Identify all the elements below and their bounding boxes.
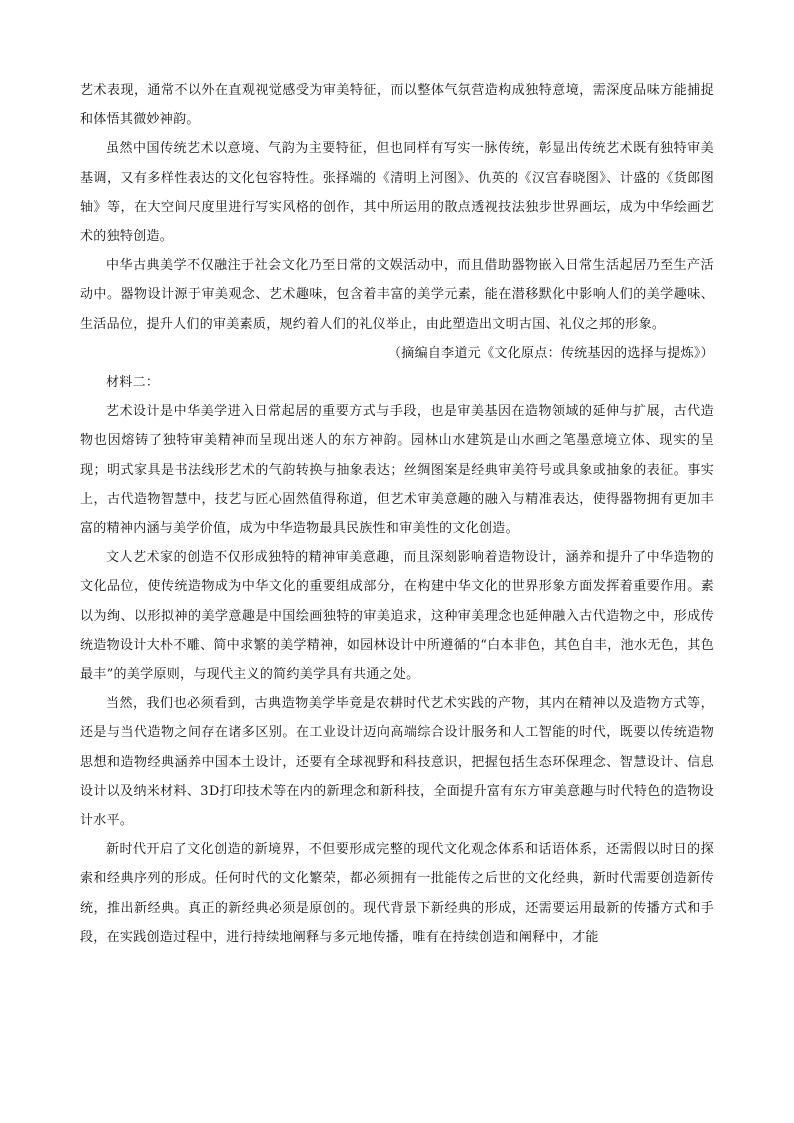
paragraph-new-era: 新时代开启了文化创造的新境界，不但要形成完整的现代文化观念体系和话语体系，还需假以时日的探索和经典序列的形成。任何时代的文化繁荣，都必须拥有一批能传之后世的文化经典，新时代需要创造新传统，推出新经典。真正的新经典必须是原创的。现代背景下新经典的形成，还需要运用最新的传播方式和手段，在实践创造过程中，进行持续地阐释与多元地传播，唯有在持续创造和阐释中，才能 xyxy=(80,842,714,945)
paragraph-aesthetics-in-objects: 中华古典美学不仅融注于社会文化乃至日常的文娱活动中，而且借助器物嵌入日常生活起居乃至生产活动中。器物设计源于审美观念、艺术趣味，包含着丰富的美学元素，能在潜移默化中影响人们的美学趣味、生活品位，提升人们的审美素质，规约着人们的礼仪举止，由此塑造出文明古国、礼仪之邦的形象。 xyxy=(80,258,714,332)
paragraph-art-design: 艺术设计是中华美学进入日常起居的重要方式与手段，也是审美基因在造物领域的延伸与扩展，古代造物也因熔铸了独特审美精神而呈现出迷人的东方神韵。园林山水建筑是山水画之笔墨意境立体、现实的呈现；明式家具是书法线形艺术的气韵转换与抽象表达；丝绸图案是经典审美符号或具象或抽象的表征。事实上，古代造物智慧中，技艺与匠心固然值得称道，但艺术审美意趣的融入与精准表达，使得器物拥有更加丰富的精神内涵与美学价值，成为中华造物最具民族性和审美性的文化创造。 xyxy=(80,404,714,537)
paragraph-modern-design: 当然，我们也必须看到，古典造物美学毕竟是农耕时代艺术实践的产物，其内在精神以及造物方式等，还是与当代造物之间存在诸多区别。在工业设计迈向高端综合设计服务和人工智能的时代，既要以传统造物思想和造物经典涵养中国本土设计，还要有全球视野和科技意识，把握包括生态环保理念、智慧设计、信息设计以及纳米材料、3D打印技术等在内的新理念和新科技，全面提升富有东方审美意趣与时代特色的造物设计水平。 xyxy=(80,696,714,829)
paragraph-literati-artists: 文人艺术家的创造不仅形成独特的精神审美意趣，而且深刻影响着造物设计，涵养和提升了中华造物的文化品位，使传统造物成为中华文化的重要组成部分，在构建中华文化的世界形象方面发挥着重要作用。素以为绚、以形拟神的美学意趣是中国绘画独特的审美追求，这种审美理念也延伸融入古代造物之中，形成传统造物设计大朴不雕、简中求繁的美学精神，如园林设计中所遵循的“白本非色，其色自丰，池水无色，其色最丰”的美学原则，与现代主义的简约美学具有共通之处。 xyxy=(80,550,714,683)
paragraph-realism-tradition: 虽然中国传统艺术以意境、气韵为主要特征，但也同样有写实一脉传统，彰显出传统艺术既有独特审美基调，又有多样性表达的文化包容特性。张择端的《清明上河图》、仇英的《汉宫春晓图》、计盛的《货郎图轴》等，在大空间尺度里进行写实风格的创作，其中所运用的散点透视技法独步世界画坛，成为中华绘画艺术的独特创造。 xyxy=(80,141,714,245)
paragraph-intro-continuation: 艺术表现，通常不以外在直观视觉感受为审美特征，而以整体气氛营造构成独特意境，需深度品味方能捕捉和体悟其微妙神韵。 xyxy=(80,83,714,128)
material-two-label: 材料二： xyxy=(106,375,160,391)
source-citation: （摘编自李道元《文化原点：传统基因的选择与提炼》） xyxy=(387,345,714,361)
document-page xyxy=(80,76,714,952)
